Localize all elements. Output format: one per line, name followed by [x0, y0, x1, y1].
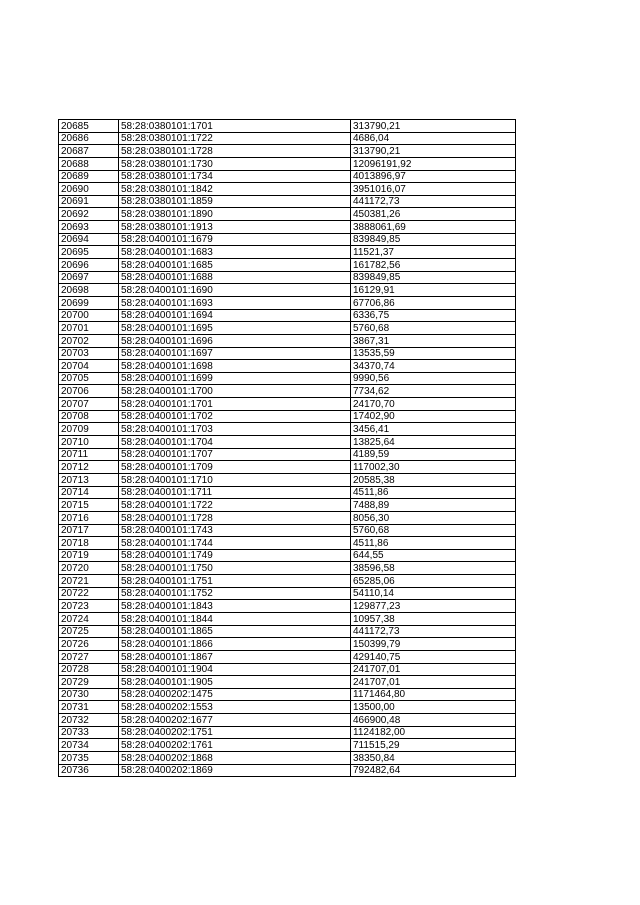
table-row	[59, 726, 516, 739]
row-number-cell: 20690	[59, 183, 119, 196]
table-row	[59, 183, 516, 196]
row-number-cell: 20721	[59, 575, 119, 588]
cadastral-number-cell: 58:28:0380101:1859	[119, 195, 351, 208]
table-row	[59, 764, 516, 777]
table-row	[59, 398, 516, 411]
cadastral-value-cell: 3456,41	[351, 423, 516, 436]
cadastral-number-cell: 58:28:0400101:1683	[119, 246, 351, 259]
cadastral-value-cell: 7488,89	[351, 499, 516, 512]
cadastral-value-cell: 34370,74	[351, 360, 516, 373]
row-number-cell: 20726	[59, 638, 119, 651]
cadastral-value-cell: 241707,01	[351, 676, 516, 689]
row-number-cell: 20695	[59, 246, 119, 259]
table-row	[59, 448, 516, 461]
table-row	[59, 246, 516, 259]
cadastral-number-cell: 58:28:0400101:1743	[119, 524, 351, 537]
cadastral-number-cell: 58:28:0400101:1693	[119, 296, 351, 309]
table-row	[59, 511, 516, 524]
cadastral-value-sheet	[58, 119, 515, 777]
row-number-cell: 20720	[59, 562, 119, 575]
table-row	[59, 688, 516, 701]
cadastral-value-cell: 13535,59	[351, 347, 516, 360]
cadastral-value-cell: 10957,38	[351, 612, 516, 625]
cadastral-value-table	[58, 119, 516, 777]
table-row	[59, 309, 516, 322]
row-number-cell: 20715	[59, 499, 119, 512]
row-number-cell: 20703	[59, 347, 119, 360]
cadastral-number-cell: 58:28:0400101:1699	[119, 372, 351, 385]
table-body	[59, 120, 516, 777]
row-number-cell: 20687	[59, 145, 119, 158]
cadastral-number-cell: 58:28:0400202:1677	[119, 714, 351, 727]
cadastral-value-cell: 11521,37	[351, 246, 516, 259]
cadastral-number-cell: 58:28:0400101:1905	[119, 676, 351, 689]
row-number-cell: 20733	[59, 726, 119, 739]
cadastral-value-cell: 8056,30	[351, 511, 516, 524]
row-number-cell: 20699	[59, 296, 119, 309]
row-number-cell: 20704	[59, 360, 119, 373]
cadastral-value-cell: 117002,30	[351, 461, 516, 474]
table-row	[59, 638, 516, 651]
cadastral-number-cell: 58:28:0400101:1695	[119, 322, 351, 335]
cadastral-value-cell: 441172,73	[351, 625, 516, 638]
cadastral-number-cell: 58:28:0400101:1751	[119, 575, 351, 588]
cadastral-number-cell: 58:28:0400101:1843	[119, 600, 351, 613]
cadastral-value-cell: 38596,58	[351, 562, 516, 575]
cadastral-value-cell: 6336,75	[351, 309, 516, 322]
cadastral-number-cell: 58:28:0380101:1728	[119, 145, 351, 158]
table-row	[59, 132, 516, 145]
table-row	[59, 410, 516, 423]
cadastral-value-cell: 54110,14	[351, 587, 516, 600]
row-number-cell: 20719	[59, 549, 119, 562]
row-number-cell: 20725	[59, 625, 119, 638]
cadastral-value-cell: 9990,56	[351, 372, 516, 385]
cadastral-value-cell: 3888061,69	[351, 221, 516, 234]
cadastral-value-cell: 5760,68	[351, 524, 516, 537]
cadastral-number-cell: 58:28:0400101:1707	[119, 448, 351, 461]
cadastral-value-cell: 161782,56	[351, 259, 516, 272]
table-row	[59, 120, 516, 133]
cadastral-value-cell: 441172,73	[351, 195, 516, 208]
row-number-cell: 20696	[59, 259, 119, 272]
table-row	[59, 170, 516, 183]
table-row	[59, 145, 516, 158]
row-number-cell: 20730	[59, 688, 119, 701]
row-number-cell: 20708	[59, 410, 119, 423]
table-row	[59, 195, 516, 208]
cadastral-value-cell: 644,55	[351, 549, 516, 562]
table-row	[59, 499, 516, 512]
cadastral-value-cell: 839849,85	[351, 271, 516, 284]
row-number-cell: 20718	[59, 537, 119, 550]
row-number-cell: 20710	[59, 436, 119, 449]
table-row	[59, 322, 516, 335]
table-row	[59, 587, 516, 600]
row-number-cell: 20691	[59, 195, 119, 208]
cadastral-number-cell: 58:28:0400202:1475	[119, 688, 351, 701]
cadastral-number-cell: 58:28:0380101:1701	[119, 120, 351, 133]
cadastral-number-cell: 58:28:0400101:1690	[119, 284, 351, 297]
cadastral-number-cell: 58:28:0400101:1722	[119, 499, 351, 512]
table-row	[59, 486, 516, 499]
table-row	[59, 284, 516, 297]
cadastral-number-cell: 58:28:0400202:1761	[119, 739, 351, 752]
table-row	[59, 714, 516, 727]
cadastral-value-cell: 12096191,92	[351, 157, 516, 170]
cadastral-value-cell: 17402,90	[351, 410, 516, 423]
table-row	[59, 423, 516, 436]
table-row	[59, 157, 516, 170]
cadastral-number-cell: 58:28:0400202:1869	[119, 764, 351, 777]
table-row	[59, 271, 516, 284]
table-row	[59, 739, 516, 752]
cadastral-number-cell: 58:28:0400101:1749	[119, 549, 351, 562]
cadastral-number-cell: 58:28:0400101:1698	[119, 360, 351, 373]
row-number-cell: 20694	[59, 233, 119, 246]
cadastral-number-cell: 58:28:0400101:1709	[119, 461, 351, 474]
cadastral-value-cell: 20585,38	[351, 473, 516, 486]
row-number-cell: 20698	[59, 284, 119, 297]
table-row	[59, 549, 516, 562]
cadastral-value-cell: 13825,64	[351, 436, 516, 449]
table-row	[59, 524, 516, 537]
cadastral-number-cell: 58:28:0380101:1913	[119, 221, 351, 234]
row-number-cell: 20714	[59, 486, 119, 499]
table-row	[59, 360, 516, 373]
cadastral-value-cell: 65285,06	[351, 575, 516, 588]
row-number-cell: 20723	[59, 600, 119, 613]
table-row	[59, 612, 516, 625]
table-row	[59, 575, 516, 588]
table-row	[59, 296, 516, 309]
cadastral-number-cell: 58:28:0400101:1744	[119, 537, 351, 550]
cadastral-number-cell: 58:28:0400202:1553	[119, 701, 351, 714]
row-number-cell: 20701	[59, 322, 119, 335]
cadastral-value-cell: 1171464,80	[351, 688, 516, 701]
table-row	[59, 676, 516, 689]
cadastral-number-cell: 58:28:0380101:1890	[119, 208, 351, 221]
row-number-cell: 20685	[59, 120, 119, 133]
cadastral-value-cell: 3951016,07	[351, 183, 516, 196]
row-number-cell: 20700	[59, 309, 119, 322]
cadastral-value-cell: 67706,86	[351, 296, 516, 309]
table-row	[59, 347, 516, 360]
cadastral-number-cell: 58:28:0400202:1751	[119, 726, 351, 739]
cadastral-number-cell: 58:28:0400101:1688	[119, 271, 351, 284]
cadastral-value-cell: 3867,31	[351, 334, 516, 347]
row-number-cell: 20706	[59, 385, 119, 398]
cadastral-number-cell: 58:28:0400101:1685	[119, 259, 351, 272]
row-number-cell: 20727	[59, 650, 119, 663]
cadastral-number-cell: 58:28:0380101:1730	[119, 157, 351, 170]
cadastral-value-cell: 7734,62	[351, 385, 516, 398]
table-row	[59, 473, 516, 486]
cadastral-number-cell: 58:28:0400101:1750	[119, 562, 351, 575]
table-row	[59, 259, 516, 272]
row-number-cell: 20711	[59, 448, 119, 461]
cadastral-value-cell: 450381,26	[351, 208, 516, 221]
cadastral-value-cell: 129877,23	[351, 600, 516, 613]
cadastral-value-cell: 241707,01	[351, 663, 516, 676]
cadastral-value-cell: 150399,79	[351, 638, 516, 651]
cadastral-value-cell: 24170,70	[351, 398, 516, 411]
cadastral-number-cell: 58:28:0400101:1711	[119, 486, 351, 499]
cadastral-number-cell: 58:28:0400101:1679	[119, 233, 351, 246]
cadastral-value-cell: 4686,04	[351, 132, 516, 145]
row-number-cell: 20705	[59, 372, 119, 385]
row-number-cell: 20734	[59, 739, 119, 752]
cadastral-number-cell: 58:28:0380101:1722	[119, 132, 351, 145]
table-row	[59, 537, 516, 550]
cadastral-value-cell: 4189,59	[351, 448, 516, 461]
table-row	[59, 233, 516, 246]
cadastral-number-cell: 58:28:0400101:1752	[119, 587, 351, 600]
cadastral-value-cell: 38350,84	[351, 752, 516, 765]
cadastral-value-cell: 313790,21	[351, 145, 516, 158]
row-number-cell: 20717	[59, 524, 119, 537]
row-number-cell: 20702	[59, 334, 119, 347]
cadastral-value-cell: 792482,64	[351, 764, 516, 777]
row-number-cell: 20697	[59, 271, 119, 284]
cadastral-number-cell: 58:28:0400101:1904	[119, 663, 351, 676]
table-row	[59, 436, 516, 449]
cadastral-number-cell: 58:28:0400101:1700	[119, 385, 351, 398]
cadastral-number-cell: 58:28:0400101:1844	[119, 612, 351, 625]
row-number-cell: 20724	[59, 612, 119, 625]
row-number-cell: 20686	[59, 132, 119, 145]
cadastral-number-cell: 58:28:0400101:1702	[119, 410, 351, 423]
table-row	[59, 334, 516, 347]
cadastral-number-cell: 58:28:0400101:1728	[119, 511, 351, 524]
table-row	[59, 600, 516, 613]
cadastral-number-cell: 58:28:0400101:1701	[119, 398, 351, 411]
cadastral-value-cell: 4511,86	[351, 486, 516, 499]
row-number-cell: 20731	[59, 701, 119, 714]
cadastral-value-cell: 466900,48	[351, 714, 516, 727]
row-number-cell: 20735	[59, 752, 119, 765]
cadastral-number-cell: 58:28:0400101:1866	[119, 638, 351, 651]
cadastral-number-cell: 58:28:0380101:1842	[119, 183, 351, 196]
cadastral-number-cell: 58:28:0400202:1868	[119, 752, 351, 765]
table-row	[59, 650, 516, 663]
cadastral-number-cell: 58:28:0400101:1867	[119, 650, 351, 663]
table-row	[59, 461, 516, 474]
row-number-cell: 20689	[59, 170, 119, 183]
cadastral-number-cell: 58:28:0400101:1704	[119, 436, 351, 449]
table-row	[59, 701, 516, 714]
cadastral-value-cell: 4013896,97	[351, 170, 516, 183]
row-number-cell: 20712	[59, 461, 119, 474]
row-number-cell: 20713	[59, 473, 119, 486]
row-number-cell: 20736	[59, 764, 119, 777]
row-number-cell: 20722	[59, 587, 119, 600]
cadastral-number-cell: 58:28:0400101:1703	[119, 423, 351, 436]
row-number-cell: 20707	[59, 398, 119, 411]
table-row	[59, 562, 516, 575]
cadastral-value-cell: 4511,86	[351, 537, 516, 550]
row-number-cell: 20716	[59, 511, 119, 524]
table-row	[59, 625, 516, 638]
row-number-cell: 20732	[59, 714, 119, 727]
cadastral-number-cell: 58:28:0400101:1865	[119, 625, 351, 638]
row-number-cell: 20692	[59, 208, 119, 221]
cadastral-number-cell: 58:28:0400101:1697	[119, 347, 351, 360]
row-number-cell: 20688	[59, 157, 119, 170]
cadastral-value-cell: 711515,29	[351, 739, 516, 752]
row-number-cell: 20693	[59, 221, 119, 234]
table-row	[59, 752, 516, 765]
cadastral-value-cell: 16129,91	[351, 284, 516, 297]
cadastral-number-cell: 58:28:0400101:1696	[119, 334, 351, 347]
cadastral-number-cell: 58:28:0380101:1734	[119, 170, 351, 183]
row-number-cell: 20709	[59, 423, 119, 436]
cadastral-value-cell: 1124182,00	[351, 726, 516, 739]
table-row	[59, 385, 516, 398]
cadastral-value-cell: 5760,68	[351, 322, 516, 335]
cadastral-value-cell: 313790,21	[351, 120, 516, 133]
table-row	[59, 663, 516, 676]
table-row	[59, 221, 516, 234]
cadastral-value-cell: 13500,00	[351, 701, 516, 714]
cadastral-value-cell: 429140,75	[351, 650, 516, 663]
table-row	[59, 208, 516, 221]
cadastral-number-cell: 58:28:0400101:1694	[119, 309, 351, 322]
cadastral-number-cell: 58:28:0400101:1710	[119, 473, 351, 486]
row-number-cell: 20729	[59, 676, 119, 689]
table-row	[59, 372, 516, 385]
row-number-cell: 20728	[59, 663, 119, 676]
cadastral-value-cell: 839849,85	[351, 233, 516, 246]
